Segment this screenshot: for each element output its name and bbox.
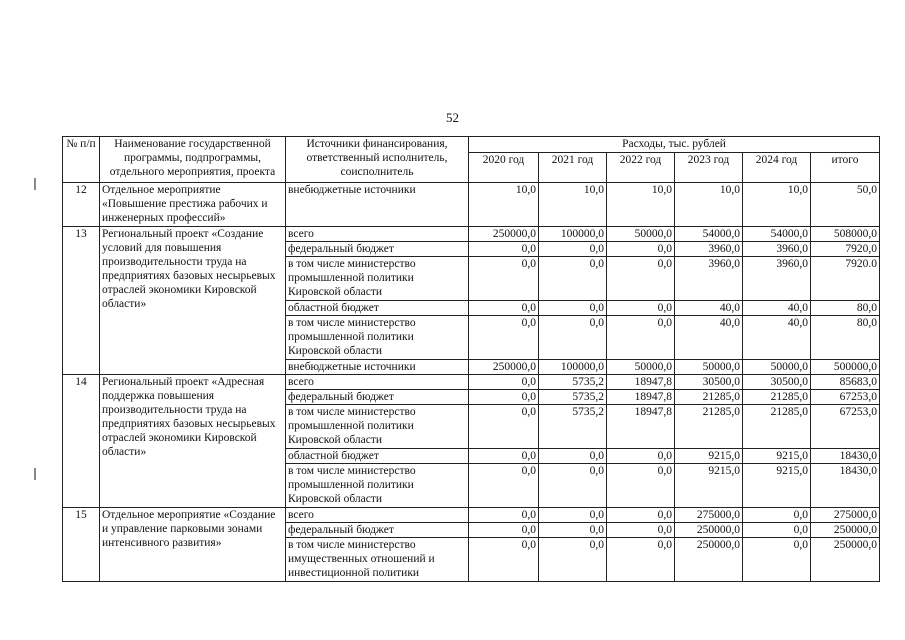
- row-number: 13: [63, 227, 100, 375]
- year-value: 54000,0: [743, 227, 811, 242]
- year-value: 54000,0: [675, 227, 743, 242]
- year-value: 40,0: [675, 301, 743, 316]
- header-name: Наименование государственной программы, подпрограммы, отдельного мероприятия, проекта: [100, 137, 286, 183]
- year-value: 21285,0: [743, 405, 811, 449]
- table-body: [63, 183, 880, 582]
- year-value: 3960,0: [675, 242, 743, 257]
- funding-source: всего: [286, 227, 469, 242]
- header-source: Источники финансирования, ответственный исполнитель, соисполнитель: [286, 137, 469, 183]
- program-name: Региональный проект «Адресная поддержка повышения производительности труда на предприятиях базовых несырьевых отраслей экономики Кировской области»: [100, 375, 286, 508]
- total-value: 67253,0: [811, 405, 880, 449]
- year-value: 10,0: [539, 183, 607, 227]
- year-value: 0,0: [607, 523, 675, 538]
- header-year: 2023 год: [675, 153, 743, 183]
- year-value: 0,0: [607, 242, 675, 257]
- funding-source: внебюджетные источники: [286, 183, 469, 227]
- year-value: 0,0: [469, 375, 539, 390]
- header-expenses: Расходы, тыс. рублей: [469, 137, 880, 153]
- year-value: 30500,0: [743, 375, 811, 390]
- year-value: 0,0: [469, 538, 539, 582]
- table-row: [63, 227, 880, 242]
- year-value: 0,0: [607, 508, 675, 523]
- total-value: 67253,0: [811, 390, 880, 405]
- year-value: 250000,0: [469, 360, 539, 375]
- year-value: 0,0: [469, 464, 539, 508]
- table-header: [63, 137, 880, 183]
- margin-mark: [34, 178, 36, 190]
- year-value: 0,0: [469, 508, 539, 523]
- year-value: 50000,0: [743, 360, 811, 375]
- total-value: 250000,0: [811, 538, 880, 582]
- funding-source: федеральный бюджет: [286, 242, 469, 257]
- year-value: 10,0: [743, 183, 811, 227]
- year-value: 50000,0: [607, 227, 675, 242]
- year-value: 0,0: [539, 464, 607, 508]
- total-value: 80,0: [811, 316, 880, 360]
- total-value: 18430,0: [811, 449, 880, 464]
- margin-mark: [34, 468, 36, 480]
- year-value: 0,0: [469, 301, 539, 316]
- year-value: 0,0: [539, 301, 607, 316]
- year-value: 0,0: [539, 449, 607, 464]
- year-value: 5735,2: [539, 405, 607, 449]
- year-value: 10,0: [469, 183, 539, 227]
- year-value: 0,0: [539, 257, 607, 301]
- year-value: 0,0: [539, 523, 607, 538]
- year-value: 0,0: [469, 242, 539, 257]
- year-value: 0,0: [539, 538, 607, 582]
- header-total: итого: [811, 153, 880, 183]
- year-value: 21285,0: [743, 390, 811, 405]
- year-value: 0,0: [607, 449, 675, 464]
- funding-source: областной бюджет: [286, 449, 469, 464]
- funding-source: федеральный бюджет: [286, 523, 469, 538]
- year-value: 250000,0: [469, 227, 539, 242]
- header-no: № п/п: [63, 137, 100, 183]
- program-name: Отдельное мероприятие «Создание и управление парковыми зонами интенсивного развития»: [100, 508, 286, 582]
- funding-source: в том числе министерство промышленной политики Кировской области: [286, 316, 469, 360]
- year-value: 5735,2: [539, 375, 607, 390]
- table-row: [63, 508, 880, 523]
- year-value: 0,0: [469, 449, 539, 464]
- year-value: 50000,0: [675, 360, 743, 375]
- year-value: 3960,0: [743, 242, 811, 257]
- total-value: 275000,0: [811, 508, 880, 523]
- page-number: 52: [446, 110, 459, 125]
- year-value: 0,0: [539, 508, 607, 523]
- table-row: [63, 375, 880, 390]
- header-year: 2024 год: [743, 153, 811, 183]
- year-value: 9215,0: [675, 449, 743, 464]
- total-value: 7920,0: [811, 242, 880, 257]
- funding-source: федеральный бюджет: [286, 390, 469, 405]
- row-number: 14: [63, 375, 100, 508]
- total-value: 80,0: [811, 301, 880, 316]
- year-value: 0,0: [469, 523, 539, 538]
- year-value: 250000,0: [675, 538, 743, 582]
- total-value: 250000,0: [811, 523, 880, 538]
- year-value: 0,0: [469, 316, 539, 360]
- year-value: 0,0: [539, 316, 607, 360]
- funding-source: всего: [286, 375, 469, 390]
- funding-source: в том числе министерство промышленной политики Кировской области: [286, 405, 469, 449]
- year-value: 3960,0: [743, 257, 811, 301]
- year-value: 250000,0: [675, 523, 743, 538]
- year-value: 10,0: [675, 183, 743, 227]
- year-value: 50000,0: [607, 360, 675, 375]
- year-value: 40,0: [743, 301, 811, 316]
- program-name: Отдельное мероприятие «Повышение престижа рабочих и инженерных профессий»: [100, 183, 286, 227]
- year-value: 10,0: [607, 183, 675, 227]
- funding-source: всего: [286, 508, 469, 523]
- year-value: 21285,0: [675, 405, 743, 449]
- table-row: [63, 183, 880, 227]
- year-value: 18947,8: [607, 390, 675, 405]
- funding-source: областной бюджет: [286, 301, 469, 316]
- total-value: 508000,0: [811, 227, 880, 242]
- funding-source: в том числе министерство промышленной политики Кировской области: [286, 257, 469, 301]
- year-value: 3960,0: [675, 257, 743, 301]
- year-value: 30500,0: [675, 375, 743, 390]
- year-value: 5735,2: [539, 390, 607, 405]
- row-number: 15: [63, 508, 100, 582]
- program-name: Региональный проект «Создание условий для повышения производительности труда на предприятиях базовых несырьевых отраслей экономики Кировской области»: [100, 227, 286, 375]
- year-value: 0,0: [469, 390, 539, 405]
- year-value: 100000,0: [539, 227, 607, 242]
- funding-source: внебюджетные источники: [286, 360, 469, 375]
- year-value: 0,0: [539, 242, 607, 257]
- total-value: 85683,0: [811, 375, 880, 390]
- row-number: 12: [63, 183, 100, 227]
- total-value: 18430,0: [811, 464, 880, 508]
- year-value: 0,0: [469, 257, 539, 301]
- year-value: 40,0: [743, 316, 811, 360]
- year-value: 100000,0: [539, 360, 607, 375]
- year-value: 9215,0: [743, 449, 811, 464]
- year-value: 40,0: [675, 316, 743, 360]
- year-value: 0,0: [607, 316, 675, 360]
- year-value: 18947,8: [607, 405, 675, 449]
- funding-source: в том числе министерство имущественных отношений и инвестиционной политики: [286, 538, 469, 582]
- total-value: 50,0: [811, 183, 880, 227]
- year-value: 18947,8: [607, 375, 675, 390]
- header-year: 2020 год: [469, 153, 539, 183]
- header-year: 2021 год: [539, 153, 607, 183]
- header-year: 2022 год: [607, 153, 675, 183]
- year-value: 275000,0: [675, 508, 743, 523]
- year-value: 0,0: [743, 538, 811, 582]
- year-value: 0,0: [469, 405, 539, 449]
- year-value: 9215,0: [675, 464, 743, 508]
- year-value: 0,0: [607, 538, 675, 582]
- year-value: 0,0: [607, 257, 675, 301]
- year-value: 21285,0: [675, 390, 743, 405]
- budget-table: [62, 136, 880, 582]
- total-value: 7920.0: [811, 257, 880, 301]
- year-value: 0,0: [607, 301, 675, 316]
- year-value: 0,0: [607, 464, 675, 508]
- year-value: 0,0: [743, 523, 811, 538]
- total-value: 500000,0: [811, 360, 880, 375]
- funding-source: в том числе министерство промышленной политики Кировской области: [286, 464, 469, 508]
- year-value: 9215,0: [743, 464, 811, 508]
- year-value: 0,0: [743, 508, 811, 523]
